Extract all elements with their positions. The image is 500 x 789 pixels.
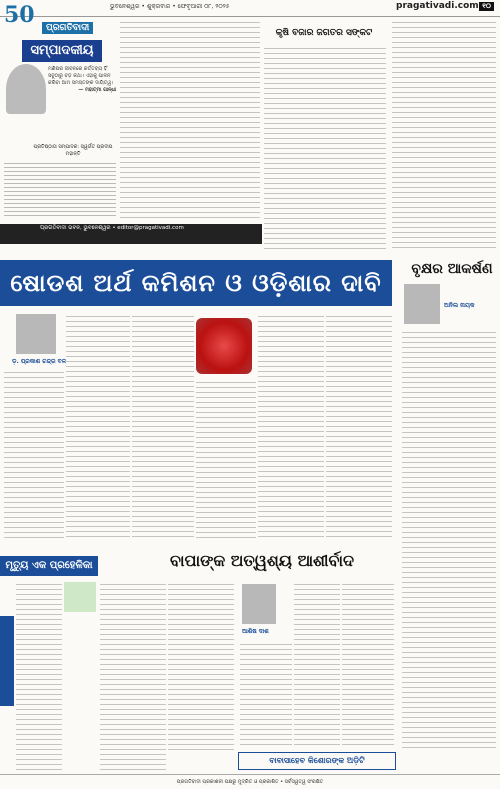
right-author: ଅନିଲ ନାୟକ: [444, 302, 475, 309]
top-article-body: [264, 44, 386, 252]
quote-author: — ମହାତ୍ମା ଗାନ୍ଧୀ: [78, 87, 116, 93]
main-story-col5: [258, 312, 324, 538]
anniversary-logo: [4, 2, 35, 28]
main-story-col1: [4, 368, 64, 538]
lower-center-heading: ବାପାଙ୍କ ଅତ୍ୱଶ୍ୟ ଆଶୀର୍ବାଦ: [169, 551, 355, 570]
page-number: ୧୦: [479, 2, 494, 11]
lower-col3: [168, 580, 234, 750]
main-story-col4: [196, 378, 256, 538]
main-story-col6: [326, 312, 392, 538]
main-author: ଡ଼. ପ୍ରକାଶ ଚନ୍ଦ୍ର ବଳ: [12, 358, 67, 365]
brand-name: ପ୍ରଗତିବାଦୀ: [42, 22, 93, 34]
lower-col2: [100, 580, 166, 770]
lower-col4: [240, 640, 292, 748]
lower-col6: [342, 580, 394, 748]
date-line: ଭୁବନେଶ୍ୱର • ଶୁକ୍ରବାର • ଫେବୃଆରୀ ୦୮, ୨୦୨୫: [110, 3, 230, 10]
left-filler: [4, 160, 116, 218]
anniversary-number: 50: [4, 2, 35, 28]
founder-info: ପ୍ରତିଷ୍ଠାତା ସମ୍ପାଦକ: ସ୍ୱର୍ଗତ ପ୍ରଦୀପ ମହାନ୍ତି: [33, 144, 113, 157]
story-illustration: [196, 318, 252, 374]
right-headline: ବୃକ୍ଷର ଆକର୍ଷଣ: [411, 261, 493, 277]
gandhi-portrait: [6, 64, 46, 114]
section-title: ସମ୍ପାଦକୀୟ: [22, 40, 102, 62]
page-footer: ପ୍ରଗତିବାଦୀ ପ୍ରକାଶନୀ ପକ୍ଷରୁ ମୁଦ୍ରିତ ଓ ପ୍ରକାଶିତ • ସର୍ବସ୍ୱତ୍ୱ ସଂରକ୍ଷିତ: [0, 774, 500, 789]
column-sidetab: [0, 616, 14, 706]
main-story-col3: [132, 312, 194, 538]
site-url[interactable]: pragativadi.com: [396, 1, 479, 11]
top-article-headline: [262, 24, 386, 42]
right-author-photo: [404, 284, 440, 324]
quote-text: ମଣିଷର ଜୀବନରେ କର୍ତ୍ତବ୍ୟ ହିଁ ସବୁଠାରୁ ବଡ଼ କଥା। ଏହାକୁ ପାଳନ କରିବା ଆମ ସମସ୍ତଙ୍କ ଦାୟିତ୍ୱ।: [48, 66, 114, 86]
lower-col5: [294, 580, 340, 748]
main-headline: ଷୋଡଶ ଅର୍ଥ କମିଶନ ଓ ଓଡ଼ିଶାର ଦାବି: [0, 260, 392, 306]
page-header: [0, 0, 500, 17]
lower-left-heading: ମୃତ୍ୟୁ ଏକ ପ୍ରହେଳିକା: [0, 556, 98, 576]
main-author-photo: [16, 314, 56, 354]
editorial-quote: [48, 66, 116, 94]
lower-left-body: [16, 580, 62, 770]
right-top-body: [392, 18, 496, 252]
lower-left-photo: [64, 582, 96, 612]
bottom-box-heading: ବାବାସାହେବ କିଶୋରଙ୍କ ଅଡ଼ିଟି: [238, 752, 396, 770]
lower-author: ଆଶିଷ ଦାଶ: [242, 628, 269, 635]
lower-author-photo: [242, 584, 276, 624]
main-story-col2: [66, 312, 130, 538]
top-headline-text: କୃଷି ବଜାର ଜଗତର ସଙ୍କଟ: [275, 28, 373, 38]
address-bar: ପ୍ରଗତିବାଦୀ ଭବନ, ଭୁବନେଶ୍ୱର • editor@pragativadi.com: [0, 224, 262, 244]
editorial-body: [120, 18, 260, 222]
right-column-body: [402, 328, 496, 748]
